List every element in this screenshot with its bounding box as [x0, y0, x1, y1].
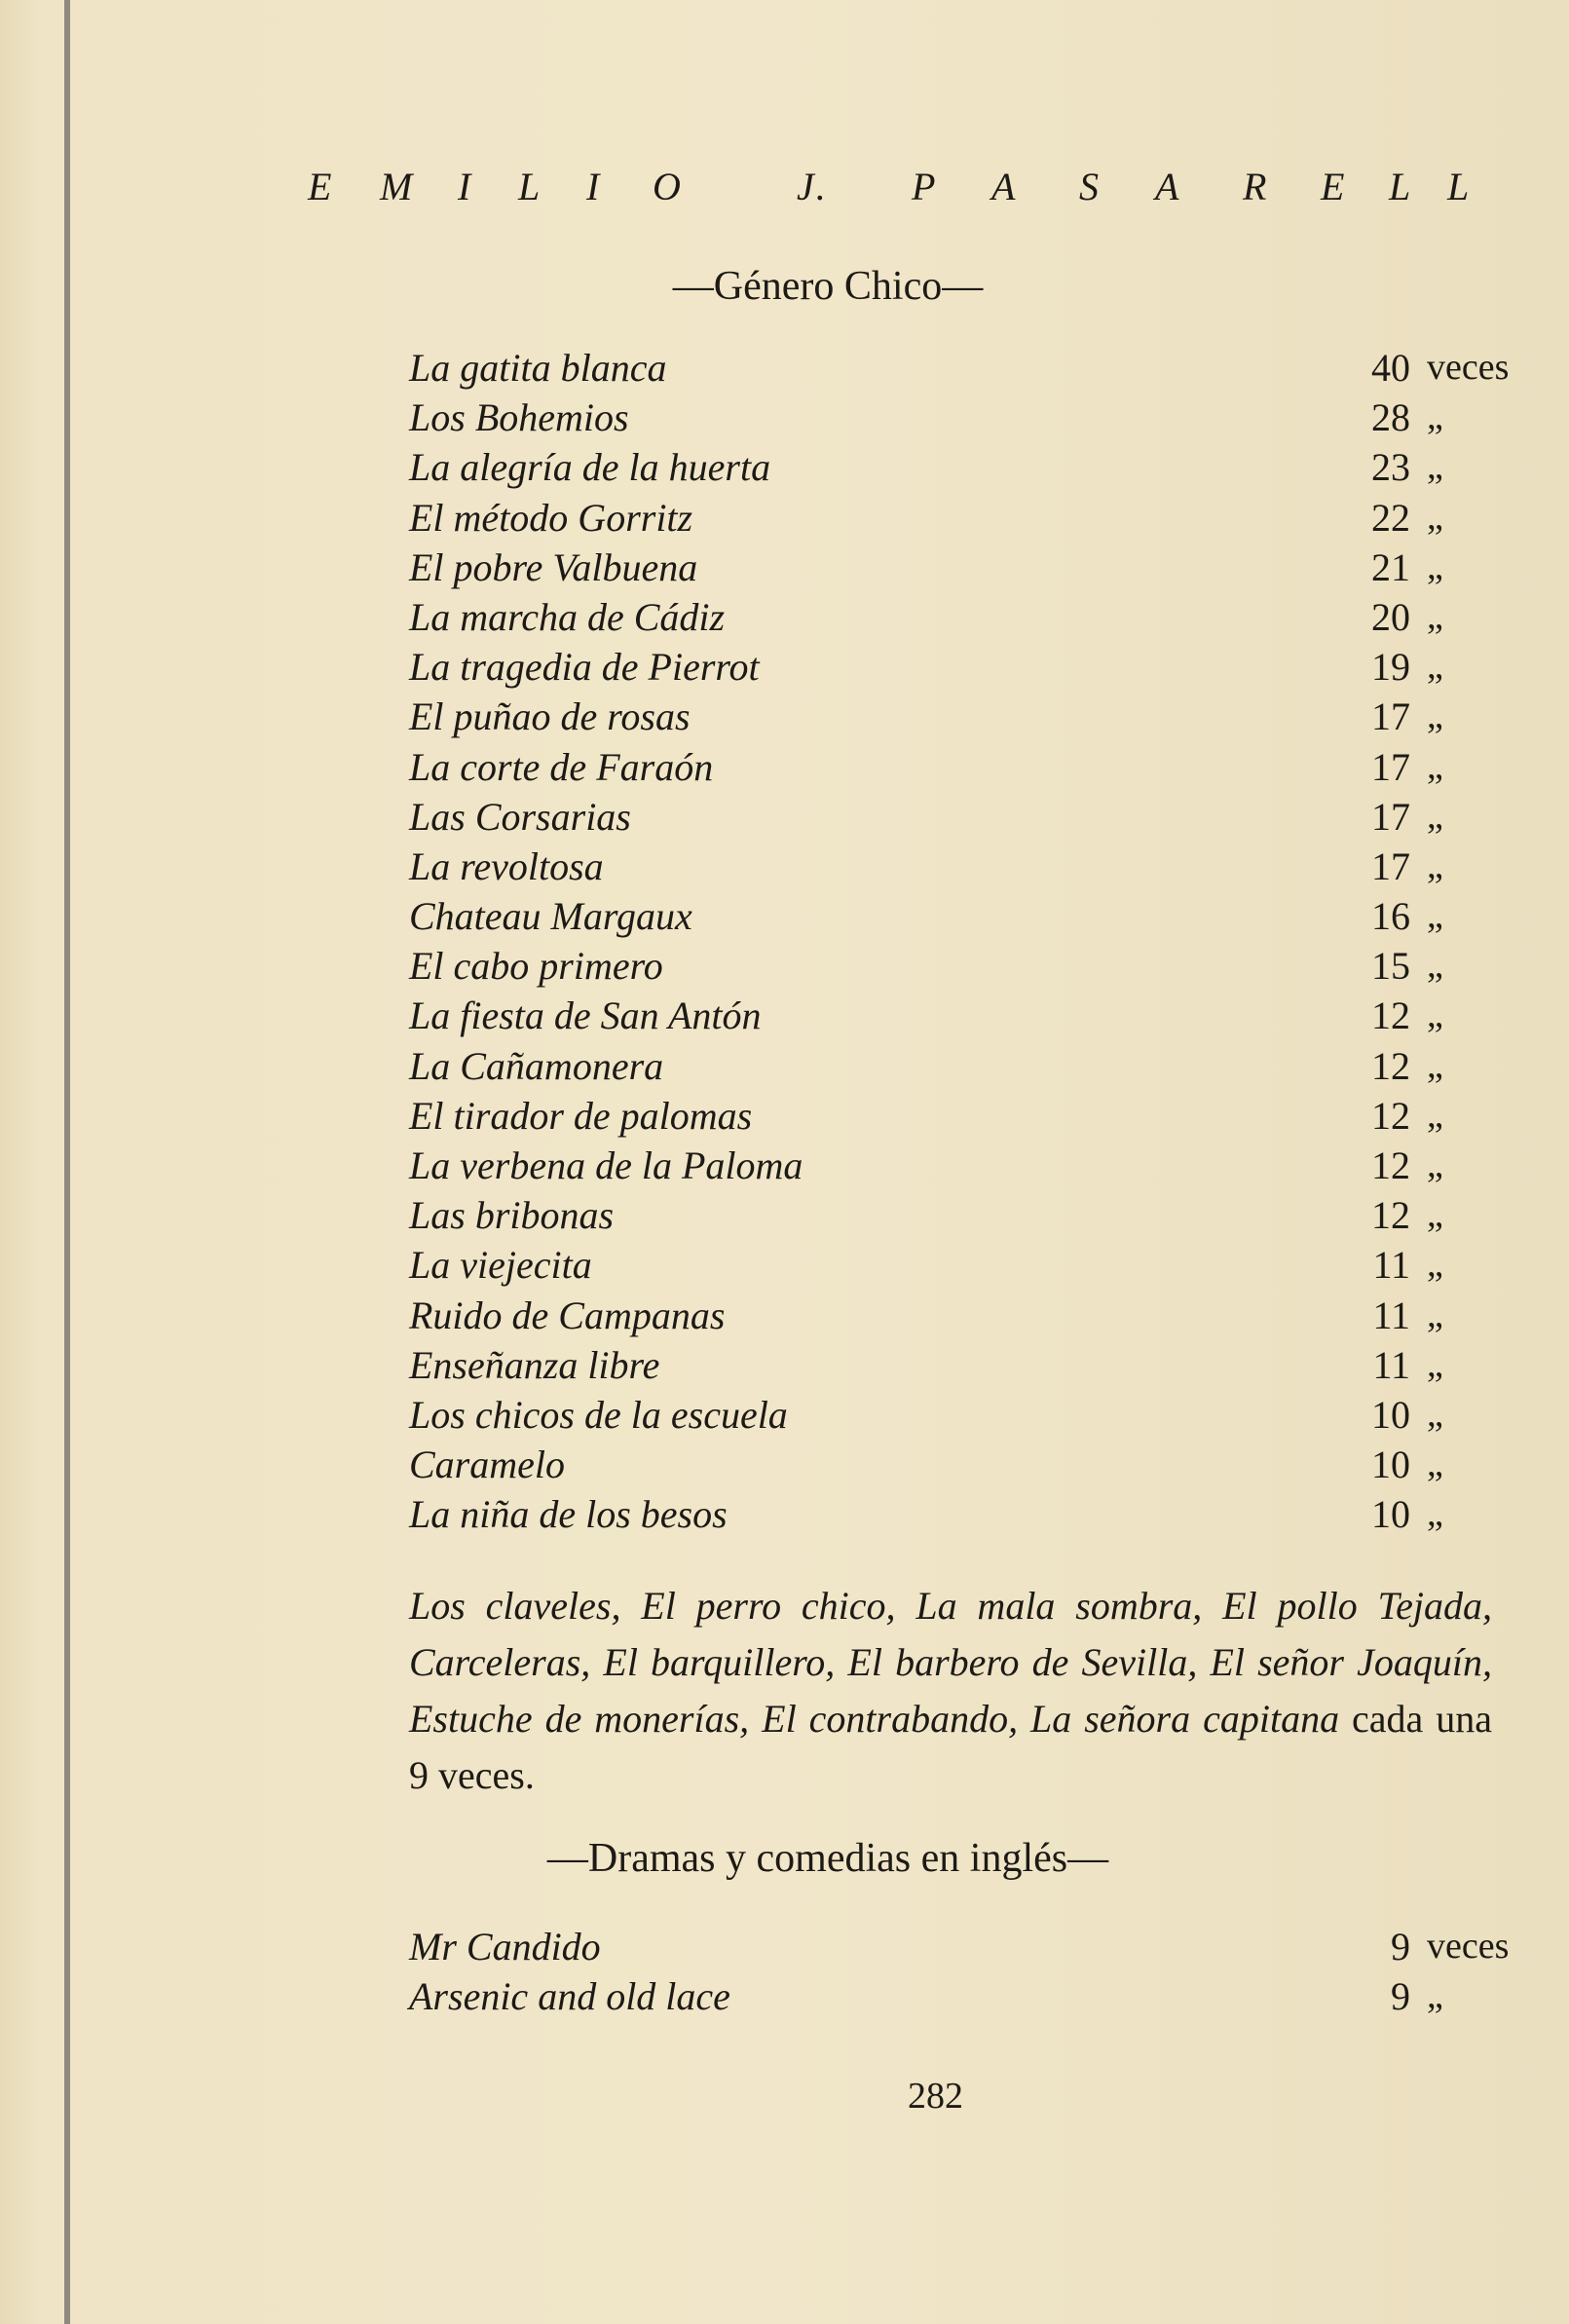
play-title: La revoltosa [409, 843, 604, 888]
ditto-mark: „ [1427, 646, 1443, 688]
ditto-mark: „ [1427, 1044, 1443, 1086]
performance-count: 12 [1371, 993, 1410, 1038]
unit-label: veces [1427, 1926, 1510, 1967]
play-title: El tirador de palomas [409, 1093, 753, 1138]
play-title: El pobre Valbuena [409, 544, 698, 589]
list-item [409, 742, 1500, 792]
play-title: Caramelo [409, 1443, 565, 1487]
play-title: Los chicos de la escuela [409, 1392, 788, 1437]
summary-count: cada una 9 veces. [409, 1697, 1493, 1797]
ditto-mark: „ [1427, 1493, 1443, 1535]
list-item [409, 1291, 1500, 1340]
list-item [409, 792, 1500, 842]
running-head-letter: L [1389, 165, 1413, 208]
play-title: Las bribonas [409, 1193, 615, 1238]
ditto-mark: „ [1427, 1293, 1443, 1335]
list-item [409, 442, 1500, 492]
play-title: El método Gorritz [409, 495, 693, 540]
performance-count: 12 [1371, 1143, 1410, 1187]
list-item [409, 1440, 1500, 1489]
list-item [409, 1041, 1500, 1091]
ditto-mark: „ [1427, 396, 1443, 438]
ditto-mark: „ [1427, 1393, 1443, 1435]
running-head-letter: M [380, 165, 415, 208]
ditto-mark: „ [1427, 994, 1443, 1036]
ditto-mark: „ [1427, 1343, 1443, 1385]
running-head-letter: E [308, 165, 334, 208]
play-title: La verbena de la Paloma [409, 1143, 803, 1187]
list-item [409, 393, 1500, 442]
play-title: Chateau Margaux [409, 894, 692, 939]
performance-count: 10 [1371, 1492, 1410, 1537]
performance-count: 9 [1391, 1974, 1410, 2019]
play-title: La niña de los besos [409, 1492, 728, 1537]
play-title: Enseñanza libre [409, 1342, 660, 1387]
play-title: La fiesta de San Antón [409, 993, 762, 1038]
ditto-mark: „ [1427, 1443, 1443, 1485]
list-item [409, 642, 1500, 692]
ditto-mark: „ [1427, 895, 1443, 937]
running-head-letter: R [1243, 165, 1269, 208]
running-head-letter: O [653, 165, 683, 208]
ditto-mark: „ [1427, 595, 1443, 637]
list-item [409, 891, 1500, 941]
list-item [409, 1240, 1500, 1290]
running-head-letter: I [586, 165, 602, 208]
performance-count: 9 [1391, 1925, 1410, 1968]
list-item [409, 941, 1500, 991]
list-item [409, 1971, 1500, 2021]
dramas-list [409, 1922, 1510, 2021]
ditto-mark: „ [1427, 745, 1443, 787]
list-item [409, 493, 1500, 543]
list-item [409, 592, 1500, 642]
play-title: Las Corsarias [409, 794, 631, 839]
list-item [409, 343, 1510, 393]
performance-count: 11 [1372, 1342, 1410, 1387]
list-item [409, 692, 1500, 741]
play-title: Arsenic and old lace [409, 1974, 730, 2019]
running-head-letter: I [458, 165, 473, 208]
running-head-letter: E [1321, 165, 1347, 208]
performance-count: 12 [1371, 1043, 1410, 1088]
list-item [409, 991, 1500, 1040]
performance-count: 20 [1371, 594, 1410, 639]
list-item [409, 1141, 1500, 1190]
running-head-letter: L [1447, 165, 1472, 208]
section-heading-genero-chico: —Género Chico— [672, 264, 984, 309]
performance-count: 23 [1371, 445, 1410, 490]
summary-paragraph [409, 1578, 1492, 1804]
genero-chico-list [409, 343, 1510, 1540]
list-item [409, 1190, 1500, 1240]
performance-count: 11 [1372, 1293, 1410, 1337]
ditto-mark: „ [1427, 1144, 1443, 1185]
play-title: Los Bohemios [409, 395, 629, 440]
summary-titles: Los claveles, El perro chico, La mala sombra, El pollo Tejada, Carceleras, El barquillero, El barbero de Sevilla, El señor Joaquín, Estuche de monerías, El contrabando, La señora capitana [409, 1584, 1492, 1741]
unit-label: veces [1427, 347, 1510, 388]
play-title: La corte de Faraón [409, 744, 714, 789]
performance-count: 21 [1371, 544, 1410, 589]
play-title: La tragedia de Pierrot [409, 645, 760, 690]
performance-count: 17 [1371, 744, 1410, 789]
list-item [409, 842, 1500, 891]
running-head-letter: P [912, 165, 938, 208]
ditto-mark: „ [1427, 1244, 1443, 1286]
ditto-mark: „ [1427, 545, 1443, 587]
play-title: El cabo primero [409, 944, 663, 989]
performance-count: 19 [1371, 645, 1410, 690]
performance-count: 17 [1371, 794, 1410, 839]
play-title: Ruido de Campanas [409, 1293, 726, 1337]
performance-count: 40 [1371, 346, 1410, 390]
performance-count: 10 [1371, 1392, 1410, 1437]
play-title: El puñao de rosas [409, 694, 691, 739]
ditto-mark: „ [1427, 1094, 1443, 1136]
list-item [409, 1091, 1500, 1141]
ditto-mark: „ [1427, 496, 1443, 538]
play-title: La gatita blanca [409, 346, 667, 390]
running-head-letter: A [991, 165, 1018, 208]
list-item [409, 1922, 1510, 1971]
section-heading-dramas: —Dramas y comedias en inglés— [546, 1836, 1109, 1881]
performance-count: 17 [1371, 843, 1410, 888]
list-item [409, 543, 1500, 592]
play-title: La marcha de Cádiz [409, 594, 726, 639]
performance-count: 10 [1371, 1443, 1410, 1487]
performance-count: 16 [1371, 894, 1410, 939]
list-item [409, 1340, 1500, 1390]
ditto-mark: „ [1427, 1975, 1443, 2017]
performance-count: 17 [1371, 694, 1410, 739]
running-head-letter: J. [797, 165, 828, 208]
performance-count: 12 [1371, 1093, 1410, 1138]
performance-count: 15 [1371, 944, 1410, 989]
list-item [409, 1390, 1500, 1440]
ditto-mark: „ [1427, 945, 1443, 987]
performance-count: 22 [1371, 495, 1410, 540]
list-item [409, 1489, 1500, 1539]
running-head-letter: L [518, 165, 542, 208]
running-head-letter: A [1155, 165, 1181, 208]
ditto-mark: „ [1427, 795, 1443, 837]
play-title: La Cañamonera [409, 1043, 664, 1088]
ditto-mark: „ [1427, 446, 1443, 488]
binding-edge [64, 0, 70, 2324]
play-title: La viejecita [409, 1243, 592, 1288]
page-number: 282 [908, 2076, 963, 2117]
play-title: La alegría de la huerta [409, 445, 771, 490]
ditto-mark: „ [1427, 1194, 1443, 1236]
ditto-mark: „ [1427, 695, 1443, 737]
play-title: Mr Candido [409, 1925, 601, 1968]
running-head-letter: S [1079, 165, 1101, 208]
performance-count: 11 [1372, 1243, 1410, 1288]
ditto-mark: „ [1427, 844, 1443, 886]
performance-count: 28 [1371, 395, 1410, 440]
performance-count: 12 [1371, 1193, 1410, 1238]
